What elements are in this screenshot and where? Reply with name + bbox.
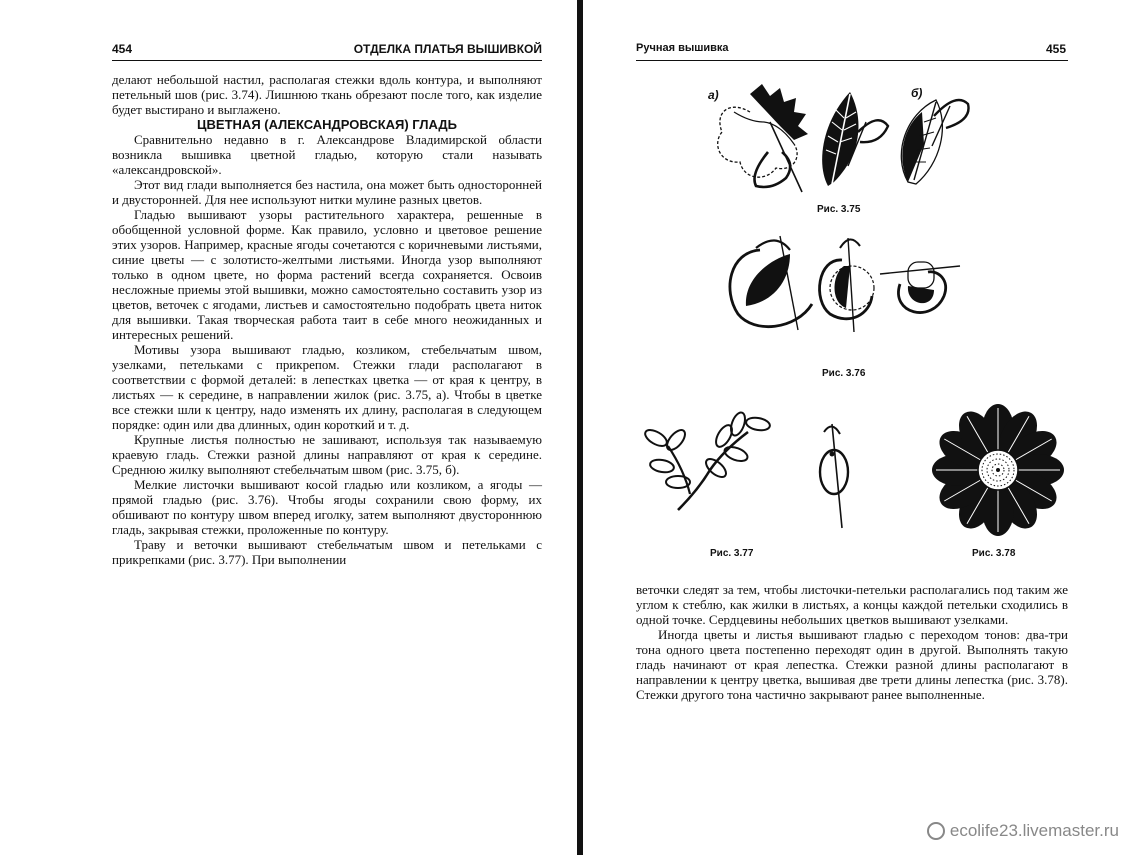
paragraph: Этот вид глади выполняется без настила, она может быть односторонней и двусторонней. Для нее используют нитки мулине разных цветов. xyxy=(112,177,542,207)
fig-377-twig-loops xyxy=(638,410,858,535)
right-text-column xyxy=(636,582,1068,702)
page-number-left: 454 xyxy=(112,42,133,56)
intro-paragraph: делают небольшой настил, располагая стежки вдоль контура, и выполняют петельный шов (рис. 3.74). Лишнюю ткань обрезают после того, как изделие будет выстирано и выглажено. xyxy=(112,72,542,117)
fig-376-berry-stitches xyxy=(720,230,970,340)
caption-fig-375: Рис. 3.75 xyxy=(817,204,861,215)
livemaster-logo-icon xyxy=(927,822,945,840)
running-head-right: Ручная вышивка xyxy=(636,42,729,54)
paragraph-continued: веточки следят за тем, чтобы листочки-петельки располагались под таким же углом к стеблю, как жилки в листьях, а концы каждой петельки сходились в одной точке. Сердцевины небольших цветков вышивают узелками. xyxy=(636,582,1068,627)
left-text-column xyxy=(112,72,542,567)
paragraph: Мелкие листочки вышивают косой гладью или козликом, а ягоды — прямой гладью (рис. 3.76). Чтобы ягоды сохранили свою форму, их обшивают по контуру швом вперед иголку, затем выполняют двустороннюю гладь, закрывая стежки, проложенные по контуру. xyxy=(112,477,542,537)
right-page xyxy=(580,0,1131,855)
watermark xyxy=(927,821,1119,841)
paragraph: Иногда цветы и листья вышивают гладью с переходом тонов: два-три тона одного цвета постепенно переходят один в другой. Выполнять такую гладь начинают от края лепестка. Стежки разной длины располагают в направлении к центру цветка, вышивая две трети длины лепестка (рис. 3.78). Стежки другого тона частично закрывают ранее выполненные. xyxy=(636,627,1068,702)
paragraph: Мотивы узора вышивают гладью, козликом, стебельчатым швом, узелками, петельками с прикрепом. Стежки глади располагают в соответствии с формой деталей: в лепестках цветка — от края к центру, в листьях — к середине, в направлении жилок (рис. 3.75, а). Чтобы в цветке все стежки шли к центру, надо изменять их длину, располагая в следующем порядке: один или два длинных, один короткий и т. д. xyxy=(112,342,542,432)
caption-fig-378: Рис. 3.78 xyxy=(972,548,1016,559)
fig-378-flower-satin-stitch xyxy=(928,400,1068,540)
caption-fig-377: Рис. 3.77 xyxy=(710,548,754,559)
header-rule xyxy=(636,60,1068,61)
fig-375-label-b: б) xyxy=(911,86,923,100)
paragraph: Гладью вышивают узоры растительного характера, решенные в обобщенной условной форме. Как правило, условно и цветовое решение этих узоров. Например, красные ягоды сочетаются с коричневыми листьями, синие цветы — с золотисто-желтыми листьями. Иногда узор выполняют только в одном цвете, но форма растений всегда сохраняется. Освоив несложные приемы этой вышивки, можно самостоятельно составить узор из цветов, веточек с ягодами, листьев и самостоятельно подобрать цвета ниток для вышивки. Такая творческая работа таит в себе много неожиданных и интересных решений. xyxy=(112,207,542,342)
paragraph: Крупные листья полностью не зашивают, используя так называемую краевую гладь. Стежки разной длины направляют от края к середине. Среднюю жилку выполняют стебельчатым швом (рис. 3.75, б). xyxy=(112,432,542,477)
header-rule xyxy=(112,60,542,61)
section-title: ЦВЕТНАЯ (АЛЕКСАНДРОВСКАЯ) ГЛАДЬ xyxy=(197,117,457,132)
paragraph: Траву и веточки вышивают стебельчатым швом и петельками с прикрепками (рис. 3.77). При выполнении xyxy=(112,537,542,567)
page-number-right: 455 xyxy=(1046,42,1067,56)
running-head-left: ОТДЕЛКА ПЛАТЬЯ ВЫШИВКОЙ xyxy=(353,42,542,56)
fig-375-label-a: а) xyxy=(708,88,719,102)
watermark-text: ecolife23.livemaster.ru xyxy=(949,821,1119,840)
paragraph: Сравнительно недавно в г. Александрове Владимирской области возникла вышивка цветной гладью, которую стали называть «александровской». xyxy=(112,132,542,177)
fig-375-embroidered-leaves xyxy=(710,82,980,197)
caption-fig-376: Рис. 3.76 xyxy=(822,368,866,379)
